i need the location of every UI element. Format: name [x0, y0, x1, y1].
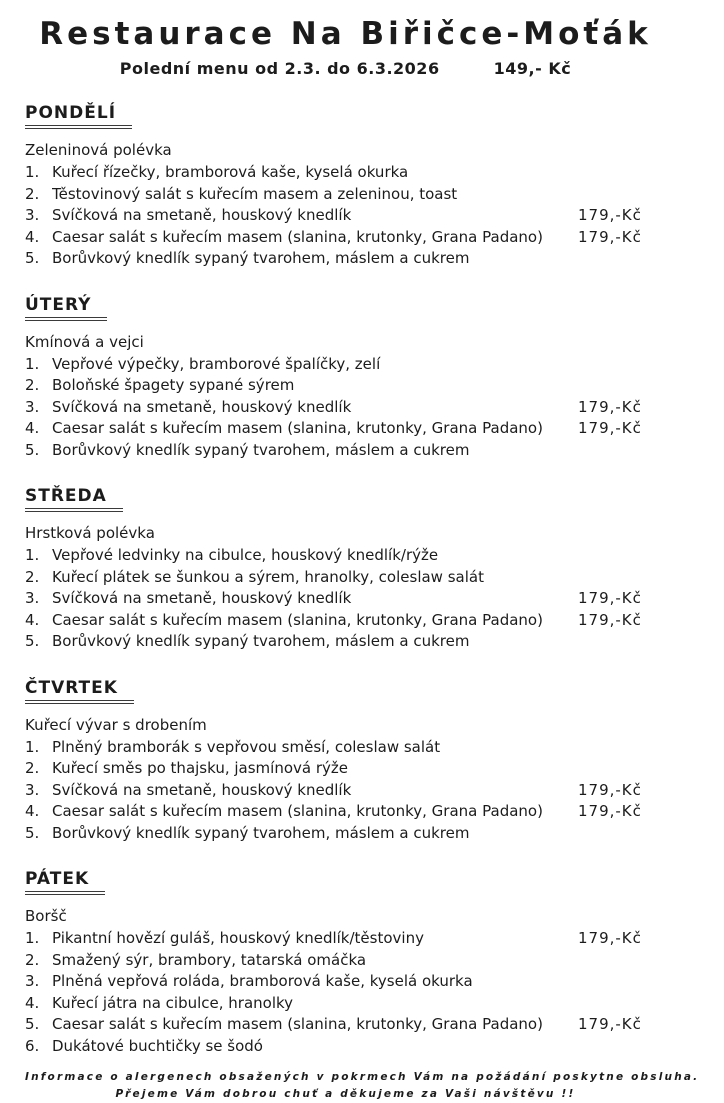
item-text: Borůvkový knedlík sypaný tvarohem, máslem a cukrem — [52, 632, 470, 650]
day-items — [25, 354, 666, 462]
day-section — [25, 486, 666, 653]
item-text: Borůvkový knedlík sypaný tvarohem, máslem a cukrem — [52, 249, 470, 267]
menu-item — [25, 950, 666, 972]
menu-item — [25, 1036, 666, 1058]
soup-name: Kuřecí vývar s drobením — [25, 715, 207, 734]
item-num: 6. — [25, 1036, 40, 1055]
item-price: 179,-Kč — [578, 610, 642, 629]
item-text: Caesar salát s kuřecím masem (slanina, krutonky, Grana Padano) — [52, 419, 543, 437]
menu-item — [25, 375, 666, 397]
menu-item — [25, 631, 666, 653]
item-text: Svíčková na smetaně, houskový knedlík — [52, 589, 352, 607]
item-price: 179,-Kč — [578, 780, 642, 799]
restaurant-title: Restaurace Na Biřičce-Moťák — [39, 16, 652, 52]
item-text: Borůvkový knedlík sypaný tvarohem, máslem a cukrem — [52, 823, 470, 842]
menu-item — [25, 1014, 666, 1036]
item-text: Svíčková na smetaně, houskový knedlík — [52, 397, 352, 416]
soup-name: Kmínová a vejci — [25, 332, 144, 351]
item-text: Svíčková na smetaně, houskový knedlík — [52, 206, 352, 224]
soup-name: Boršč — [25, 907, 67, 925]
day-items — [25, 545, 666, 653]
item-num: 1. — [25, 929, 40, 947]
day-header: PÁTEK — [25, 869, 105, 895]
menu-item — [25, 205, 666, 227]
item-text: Vepřové výpečky, bramborové špalíčky, zelí — [52, 354, 381, 373]
item-num: 4. — [25, 993, 40, 1012]
menu-item — [25, 780, 666, 802]
item-price: 179,-Kč — [578, 206, 642, 224]
item-num: 4. — [25, 802, 40, 820]
menu-item — [25, 993, 666, 1015]
item-text: Plněný bramborák s vepřovou směsí, coleslaw salát — [52, 737, 441, 756]
day-items — [25, 737, 666, 845]
item-text: Těstovinový salát s kuřecím masem a zeleninou, toast — [52, 184, 458, 203]
menu-subtitle — [25, 59, 666, 78]
item-price: 179,-Kč — [578, 802, 642, 820]
item-num: 5. — [25, 632, 40, 650]
item-price: 179,-Kč — [578, 929, 642, 947]
item-num: 3. — [25, 972, 40, 990]
item-num: 5. — [25, 440, 40, 459]
item-price: 179,-Kč — [578, 589, 642, 607]
day-header: STŘEDA — [25, 486, 123, 512]
item-text: Kuřecí směs po thajsku, jasmínová rýže — [52, 759, 349, 777]
day-header: ČTVRTEK — [25, 678, 134, 704]
item-num: 1. — [25, 546, 40, 564]
item-text: Pikantní hovězí guláš, houskový knedlík/těstoviny — [52, 929, 424, 947]
day-items — [25, 162, 666, 270]
allergen-info: Informace o alergenech obsažených v pokrmech Vám na požádání poskytne obsluha. — [25, 1071, 700, 1083]
item-num: 5. — [25, 823, 40, 842]
menu-base-price: 149,- Kč — [493, 59, 572, 78]
thanks-note: Přejeme Vám dobrou chuť a děkujeme za Vaši návštěvu !! — [115, 1088, 576, 1100]
item-text: Caesar salát s kuřecím masem (slanina, krutonky, Grana Padano) — [52, 1015, 543, 1033]
item-num: 5. — [25, 249, 40, 267]
item-num: 3. — [25, 397, 40, 416]
item-num: 1. — [25, 354, 40, 373]
menu-item — [25, 248, 666, 270]
menu-item — [25, 440, 666, 462]
day-section — [25, 869, 666, 1057]
item-num: 4. — [25, 227, 40, 246]
item-text: Caesar salát s kuřecím masem (slanina, krutonky, Grana Padano) — [52, 227, 543, 246]
menu-item — [25, 971, 666, 993]
menu-item — [25, 162, 666, 184]
item-num: 3. — [25, 780, 40, 799]
item-text: Borůvkový knedlík sypaný tvarohem, máslem a cukrem — [52, 440, 470, 459]
menu-item — [25, 567, 666, 589]
item-num: 1. — [25, 163, 40, 181]
item-num: 2. — [25, 376, 40, 394]
item-price: 179,-Kč — [578, 1015, 642, 1033]
item-text: Kuřecí játra na cibulce, hranolky — [52, 993, 294, 1012]
day-section — [25, 103, 666, 270]
item-num: 2. — [25, 759, 40, 777]
menu-item — [25, 397, 666, 419]
item-price: 179,-Kč — [578, 419, 642, 437]
item-num: 5. — [25, 1015, 40, 1033]
menu-item — [25, 184, 666, 206]
item-text: Caesar salát s kuřecím masem (slanina, krutonky, Grana Padano) — [52, 802, 543, 820]
item-text: Boloňské špagety sypané sýrem — [52, 376, 295, 394]
day-section — [25, 295, 666, 462]
menu-item — [25, 823, 666, 845]
item-text: Kuřecí plátek se šunkou a sýrem, hranolky, coleslaw salát — [52, 567, 484, 586]
menu-header — [25, 16, 666, 78]
menu-days — [25, 103, 666, 1057]
menu-footer — [25, 1069, 700, 1103]
menu-item — [25, 418, 666, 440]
menu-item — [25, 801, 666, 823]
day-items — [25, 928, 666, 1057]
item-text: Kuřecí řízečky, bramborová kaše, kyselá okurka — [52, 163, 409, 181]
item-num: 2. — [25, 950, 40, 969]
day-header: ÚTERÝ — [25, 295, 107, 321]
menu-item — [25, 227, 666, 249]
menu-item — [25, 354, 666, 376]
item-text: Svíčková na smetaně, houskový knedlík — [52, 780, 352, 799]
item-text: Plněná vepřová roláda, bramborová kaše, kyselá okurka — [52, 972, 473, 990]
item-num: 4. — [25, 610, 40, 629]
menu-item — [25, 610, 666, 632]
item-price: 179,-Kč — [578, 397, 642, 416]
menu-item — [25, 545, 666, 567]
soup-name: Hrstková polévka — [25, 524, 155, 542]
day-section — [25, 678, 666, 845]
item-num: 2. — [25, 567, 40, 586]
soup-name: Zeleninová polévka — [25, 141, 172, 159]
item-text: Smažený sýr, brambory, tatarská omáčka — [52, 950, 367, 969]
item-num: 1. — [25, 737, 40, 756]
day-header: PONDĚLÍ — [25, 103, 132, 129]
item-num: 3. — [25, 589, 40, 607]
item-num: 4. — [25, 419, 40, 437]
item-num: 3. — [25, 206, 40, 224]
menu-item — [25, 758, 666, 780]
item-num: 2. — [25, 184, 40, 203]
item-text: Dukátové buchtičky se šodó — [52, 1036, 263, 1055]
item-text: Caesar salát s kuřecím masem (slanina, krutonky, Grana Padano) — [52, 610, 543, 629]
item-price: 179,-Kč — [578, 227, 642, 246]
menu-item — [25, 737, 666, 759]
menu-period: Polední menu od 2.3. do 6.3.2026 — [119, 59, 440, 78]
menu-item — [25, 588, 666, 610]
menu-item — [25, 928, 666, 950]
item-text: Vepřové ledvinky na cibulce, houskový knedlík/rýže — [52, 546, 439, 564]
